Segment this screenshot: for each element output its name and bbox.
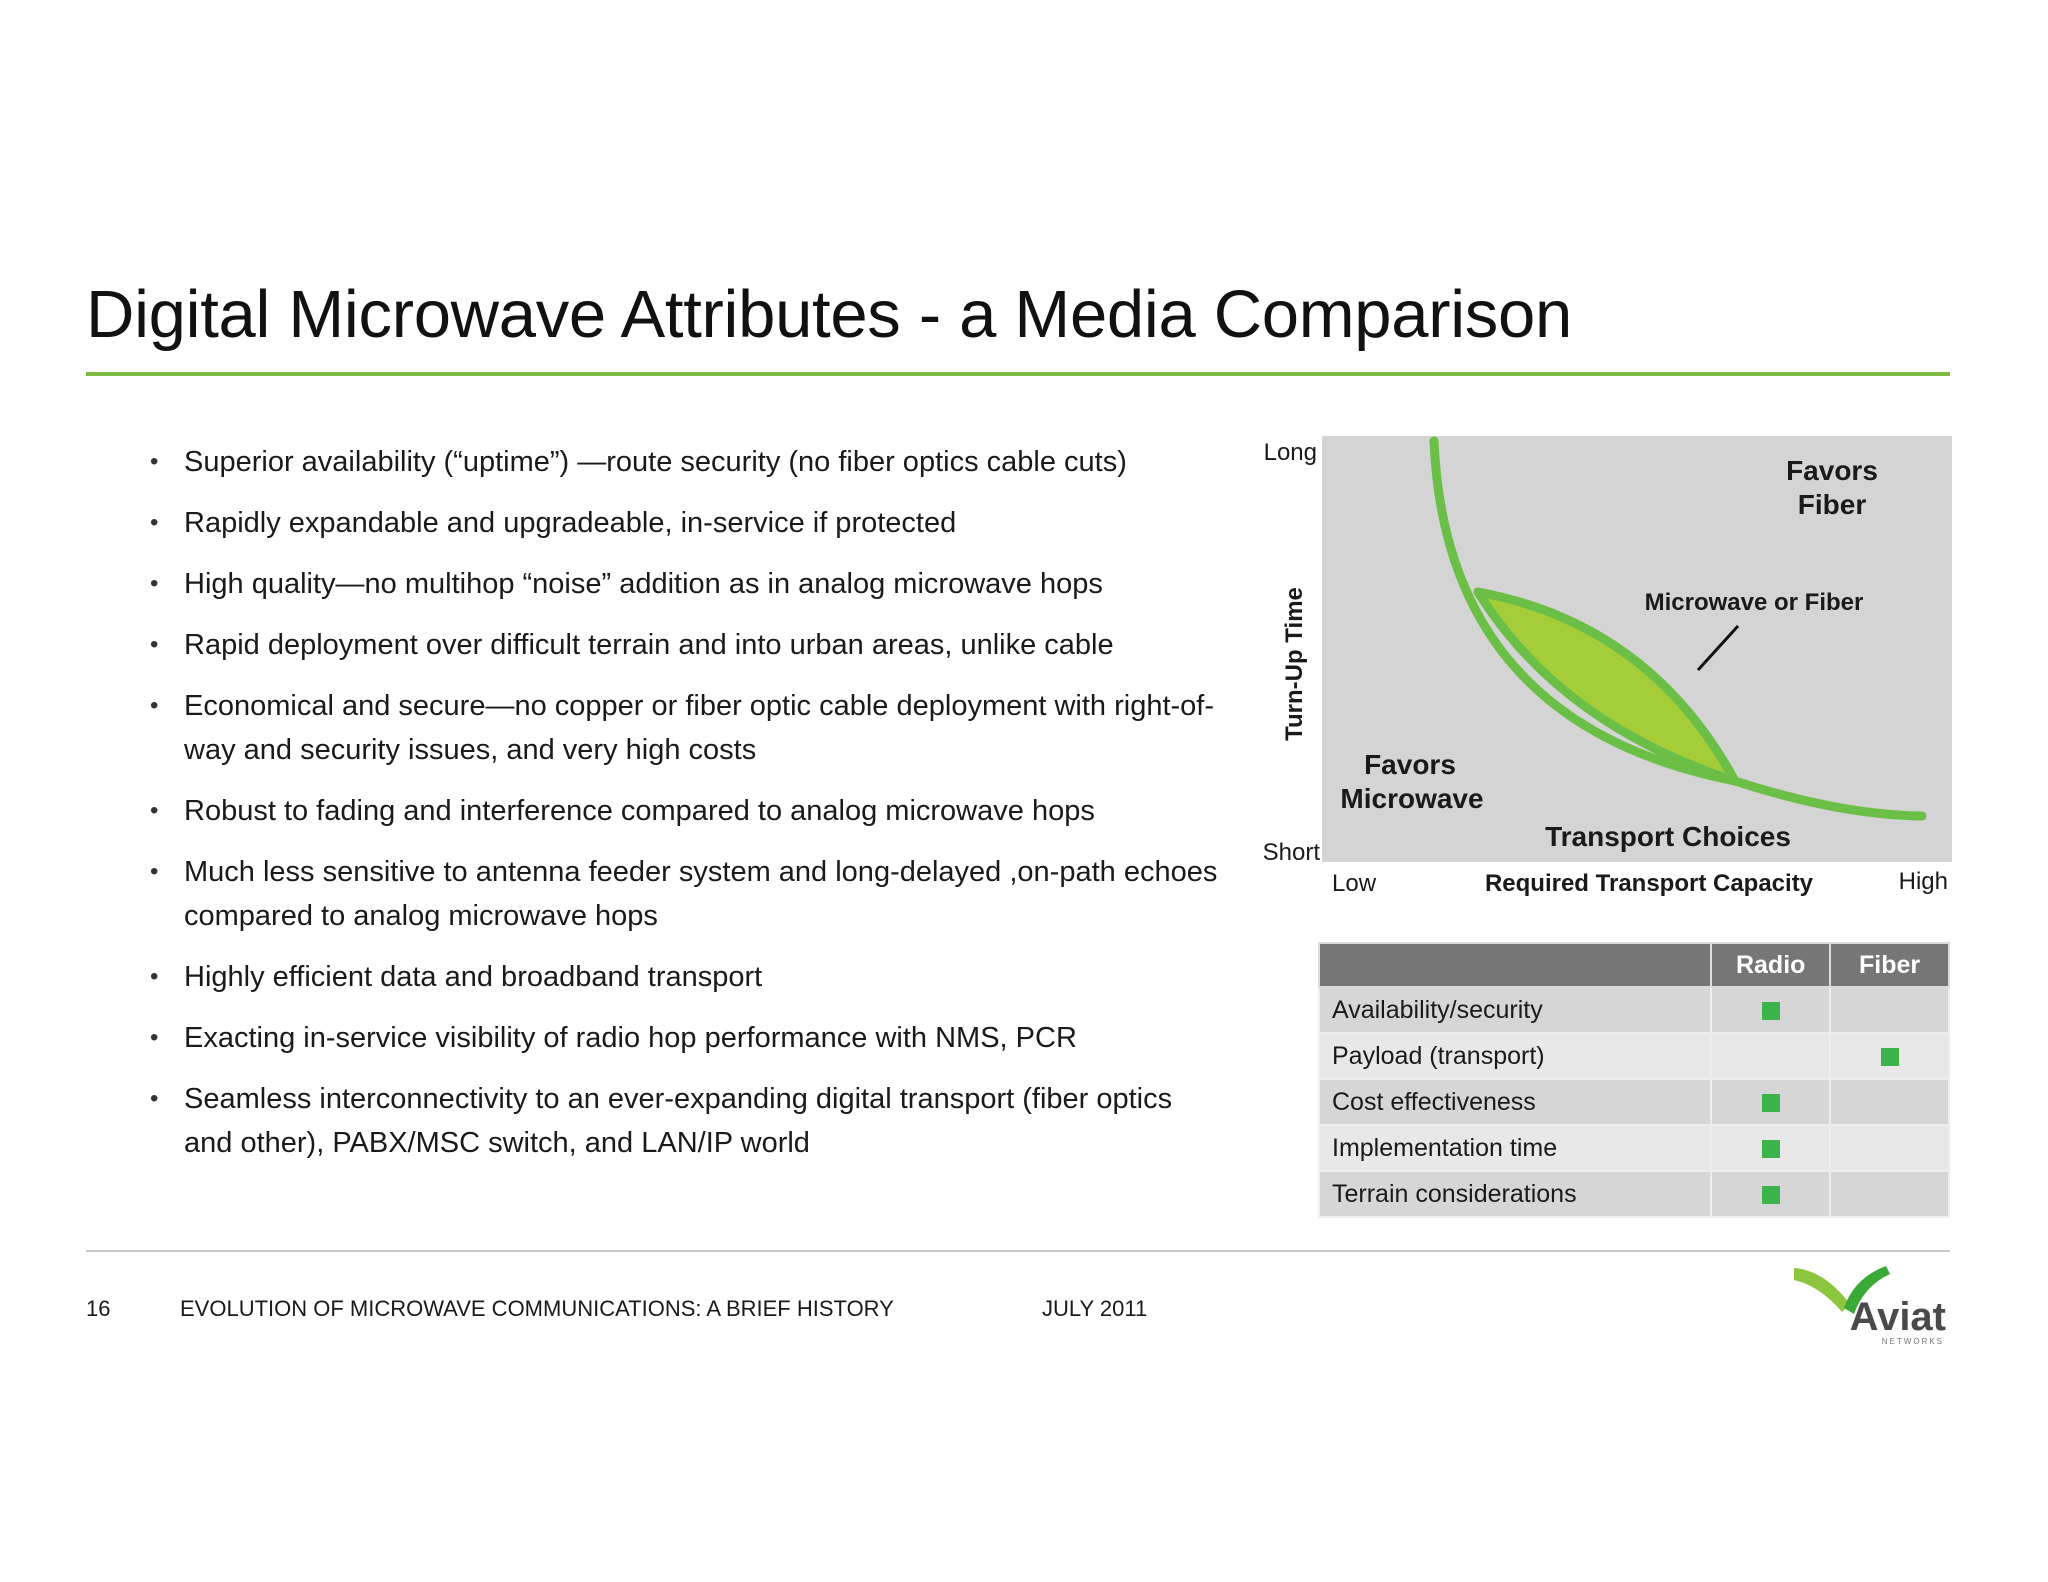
list-item: • Seamless interconnectivity to an ever-expanding digital transport (fiber optics and other), PABX/MSC switch, and LAN/IP world xyxy=(148,1077,1228,1165)
check-square-icon xyxy=(1762,1186,1780,1204)
table-row xyxy=(1319,987,1949,1033)
fiber-cell xyxy=(1830,987,1949,1033)
attribute-cell: Implementation time xyxy=(1319,1125,1711,1171)
table-header-row xyxy=(1319,943,1949,987)
favors-microwave-label-line2: Microwave xyxy=(1340,783,1484,814)
table-row xyxy=(1319,1125,1949,1171)
overlap-label: Microwave or Fiber xyxy=(1644,589,1864,616)
title-divider xyxy=(86,372,1950,376)
radio-cell xyxy=(1711,1033,1830,1079)
list-item: • Exacting in-service visibility of radio hop performance with NMS, PCR xyxy=(148,1016,1228,1060)
transport-choices-diagram xyxy=(1240,424,1960,904)
radio-cell xyxy=(1711,1125,1830,1171)
list-item: • Economical and secure—no copper or fiber optic cable deployment with right-of-way and security issues, and very high costs xyxy=(148,684,1228,772)
table-row xyxy=(1319,1171,1949,1217)
list-item: • Rapid deployment over difficult terrain and into urban areas, unlike cable xyxy=(148,623,1228,667)
favors-fiber-label-line2: Fiber xyxy=(1797,489,1867,520)
fiber-cell xyxy=(1830,1125,1949,1171)
list-item: • Much less sensitive to antenna feeder system and long-delayed ,on-path echoes compared to analog microwave hops xyxy=(148,850,1228,938)
fiber-cell xyxy=(1830,1171,1949,1217)
page-number: 16 xyxy=(86,1296,111,1321)
attribute-cell: Availability/security xyxy=(1319,987,1711,1033)
slide-title: Digital Microwave Attributes - a Media Comparison xyxy=(86,277,1572,352)
y-axis-high-label: Long xyxy=(1263,439,1317,466)
list-item: • Highly efficient data and broadband transport xyxy=(148,955,1228,999)
aviat-logo-mark xyxy=(1790,1260,1950,1350)
aviat-logo xyxy=(1790,1260,1950,1350)
footer-divider xyxy=(86,1250,1950,1252)
y-axis-title: Turn-Up Time xyxy=(1281,587,1308,741)
check-square-icon xyxy=(1881,1048,1899,1066)
comparison-table xyxy=(1318,942,1950,1218)
attribute-cell: Cost effectiveness xyxy=(1319,1079,1711,1125)
table-header-radio: Radio xyxy=(1711,943,1830,987)
radio-cell xyxy=(1711,1171,1830,1217)
list-item: • Robust to fading and interference compared to analog microwave hops xyxy=(148,789,1228,833)
favors-fiber-label-line1: Favors xyxy=(1786,455,1878,486)
table-row xyxy=(1319,1079,1949,1125)
table-row xyxy=(1319,1033,1949,1079)
table-header-fiber: Fiber xyxy=(1830,943,1949,987)
diagram-caption: Transport Choices xyxy=(1545,821,1791,852)
check-square-icon xyxy=(1762,1140,1780,1158)
attributes-list xyxy=(148,440,1228,1182)
attribute-cell: Payload (transport) xyxy=(1319,1033,1711,1079)
list-item: • High quality—no multihop “noise” addition as in analog microwave hops xyxy=(148,562,1228,606)
document-title: EVOLUTION OF MICROWAVE COMMUNICATIONS: A BRIEF HISTORY xyxy=(180,1296,894,1321)
x-axis-high-label: High xyxy=(1898,868,1948,895)
logo-wordmark: Aviat xyxy=(1849,1295,1946,1339)
y-axis-low-label: Short xyxy=(1262,839,1320,866)
document-date: JULY 2011 xyxy=(1042,1296,1148,1321)
fiber-cell xyxy=(1830,1079,1949,1125)
fiber-cell xyxy=(1830,1033,1949,1079)
radio-cell xyxy=(1711,1079,1830,1125)
list-item: • Rapidly expandable and upgradeable, in-service if protected xyxy=(148,501,1228,545)
favors-microwave-label-line1: Favors xyxy=(1364,749,1456,780)
table-body xyxy=(1319,987,1949,1217)
x-axis-title: Required Transport Capacity xyxy=(1484,870,1814,897)
check-square-icon xyxy=(1762,1094,1780,1112)
logo-swoosh-left xyxy=(1794,1268,1850,1312)
x-axis-low-label: Low xyxy=(1332,870,1377,897)
list-item: • Superior availability (“uptime”) —route security (no fiber optics cable cuts) xyxy=(148,440,1228,484)
diagram-svg xyxy=(1240,424,1960,904)
logo-tagline: NETWORKS xyxy=(1881,1337,1944,1346)
check-square-icon xyxy=(1762,1002,1780,1020)
radio-cell xyxy=(1711,987,1830,1033)
table-header-blank xyxy=(1319,943,1711,987)
attribute-cell: Terrain considerations xyxy=(1319,1171,1711,1217)
